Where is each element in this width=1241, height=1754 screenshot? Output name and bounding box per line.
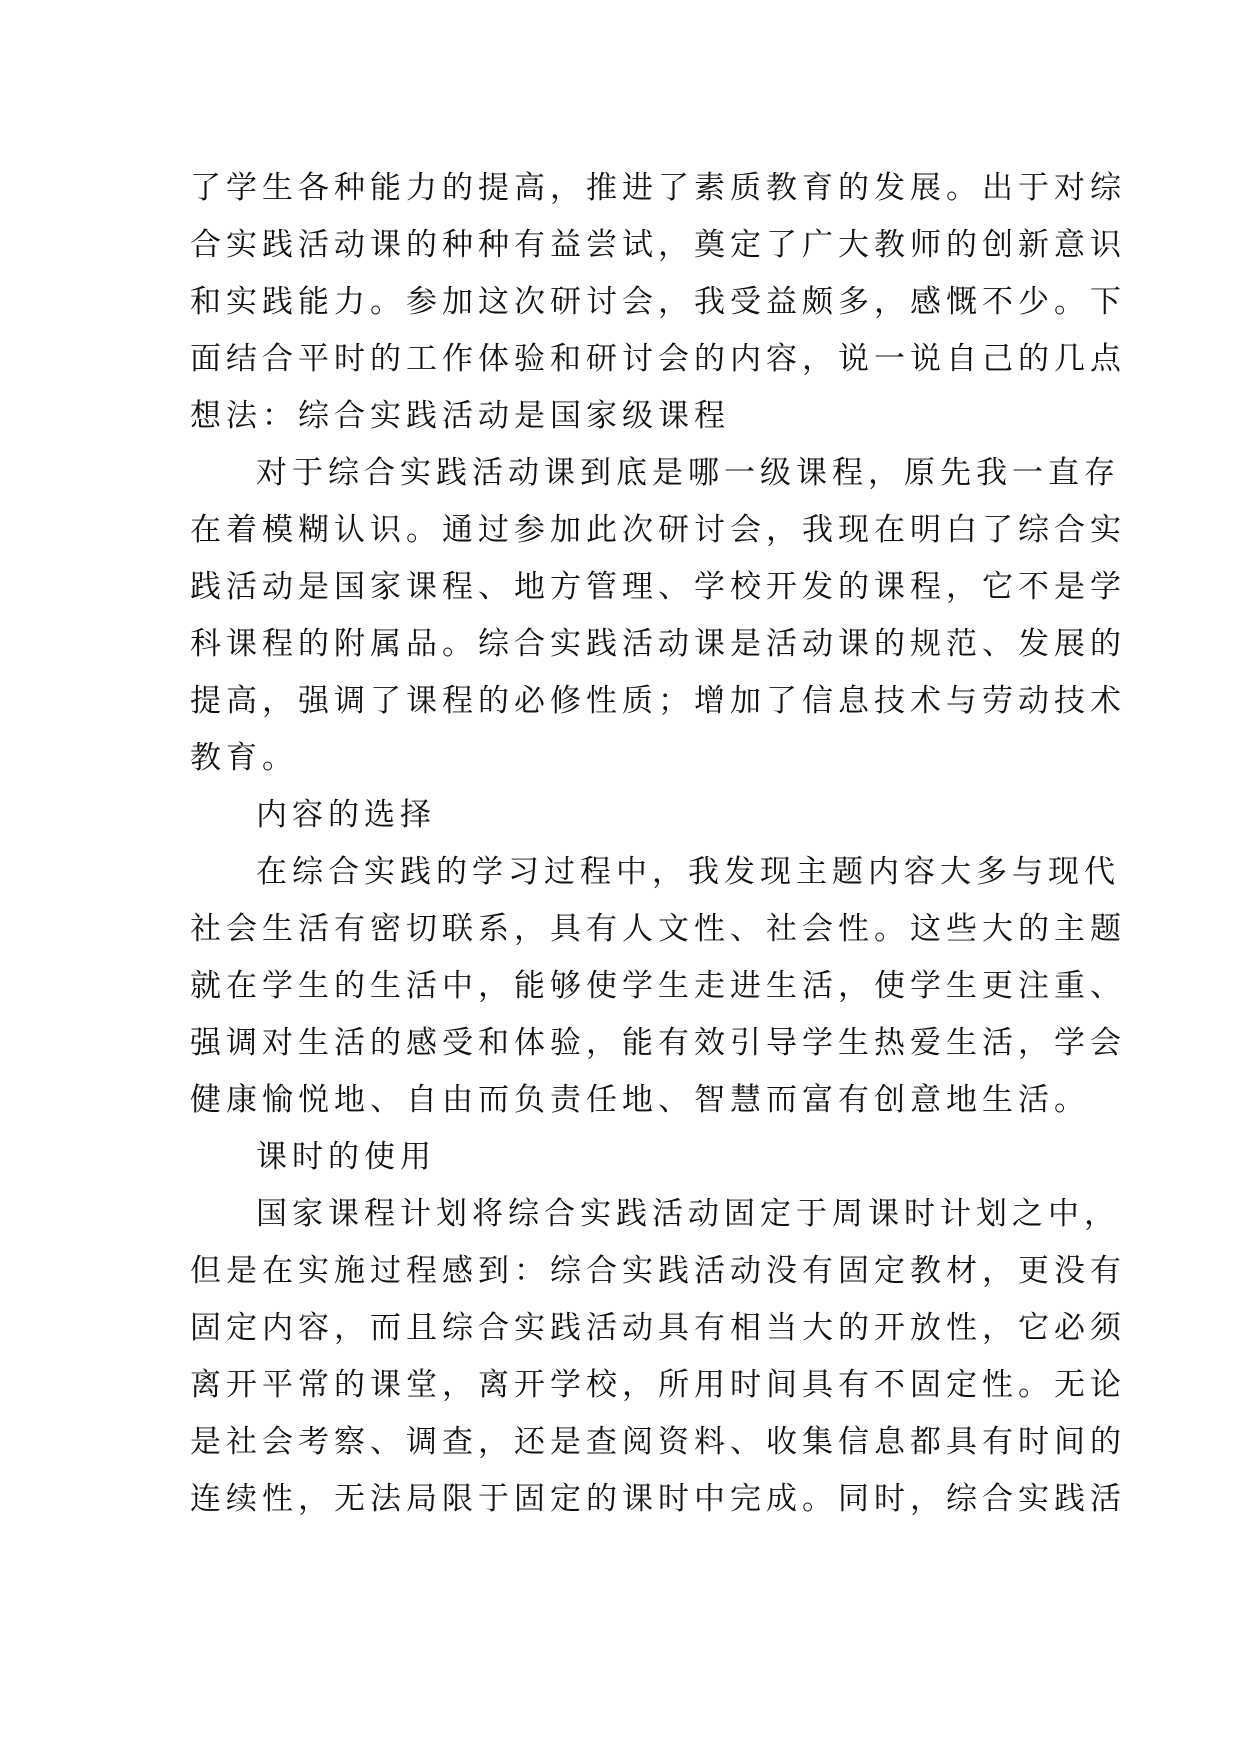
paragraph-start-line: 对于综合实践活动课到底是哪一级课程，原先我一直存: [256, 455, 1120, 491]
text-line: 和实践能力。参加这次研讨会，我受益颇多，感慨不少。下: [190, 284, 1126, 320]
text-line: 提高，强调了课程的必修性质；增加了信息技术与劳动技术: [190, 683, 1126, 719]
text-line: 连续性，无法局限于固定的课时中完成。同时，综合实践活: [190, 1481, 1126, 1517]
text-line: 固定内容，而且综合实践活动具有相当大的开放性，它必须: [190, 1310, 1126, 1346]
text-line: 合实践活动课的种种有益尝试，奠定了广大教师的创新意识: [190, 227, 1126, 263]
text-line: 科课程的附属品。综合实践活动课是活动课的规范、发展的: [190, 626, 1126, 662]
document-body: [190, 160, 1126, 1528]
text-line: 想法：综合实践活动是国家级课程: [190, 398, 730, 434]
text-line: 健康愉悦地、自由而负责任地、智慧而富有创意地生活。: [190, 1082, 1090, 1118]
text-line: 但是在实施过程感到：综合实践活动没有固定教材，更没有: [190, 1253, 1126, 1289]
text-line: 离开平常的课堂，离开学校，所用时间具有不固定性。无论: [190, 1367, 1126, 1403]
text-line: 了学生各种能力的提高，推进了素质教育的发展。出于对综: [190, 170, 1126, 206]
text-line: 社会生活有密切联系，具有人文性、社会性。这些大的主题: [190, 911, 1126, 947]
text-line: 就在学生的生活中，能够使学生走进生活，使学生更注重、: [190, 968, 1126, 1004]
text-line: 强调对生活的感受和体验，能有效引导学生热爱生活，学会: [190, 1025, 1126, 1061]
text-line: 践活动是国家课程、地方管理、学校开发的课程，它不是学: [190, 569, 1126, 605]
text-line: 是社会考察、调查，还是查阅资料、收集信息都具有时间的: [190, 1424, 1126, 1460]
paragraph-start-line: 国家课程计划将综合实践活动固定于周课时计划之中，: [256, 1196, 1120, 1232]
section-heading: 内容的选择: [256, 797, 436, 833]
text-line: 教育。: [190, 740, 298, 776]
section-heading: 课时的使用: [256, 1139, 436, 1175]
text-line: 在着模糊认识。通过参加此次研讨会，我现在明白了综合实: [190, 512, 1126, 548]
text-line: 面结合平时的工作体验和研讨会的内容，说一说自己的几点: [190, 341, 1126, 377]
paragraph-start-line: 在综合实践的学习过程中，我发现主题内容大多与现代: [256, 854, 1120, 890]
